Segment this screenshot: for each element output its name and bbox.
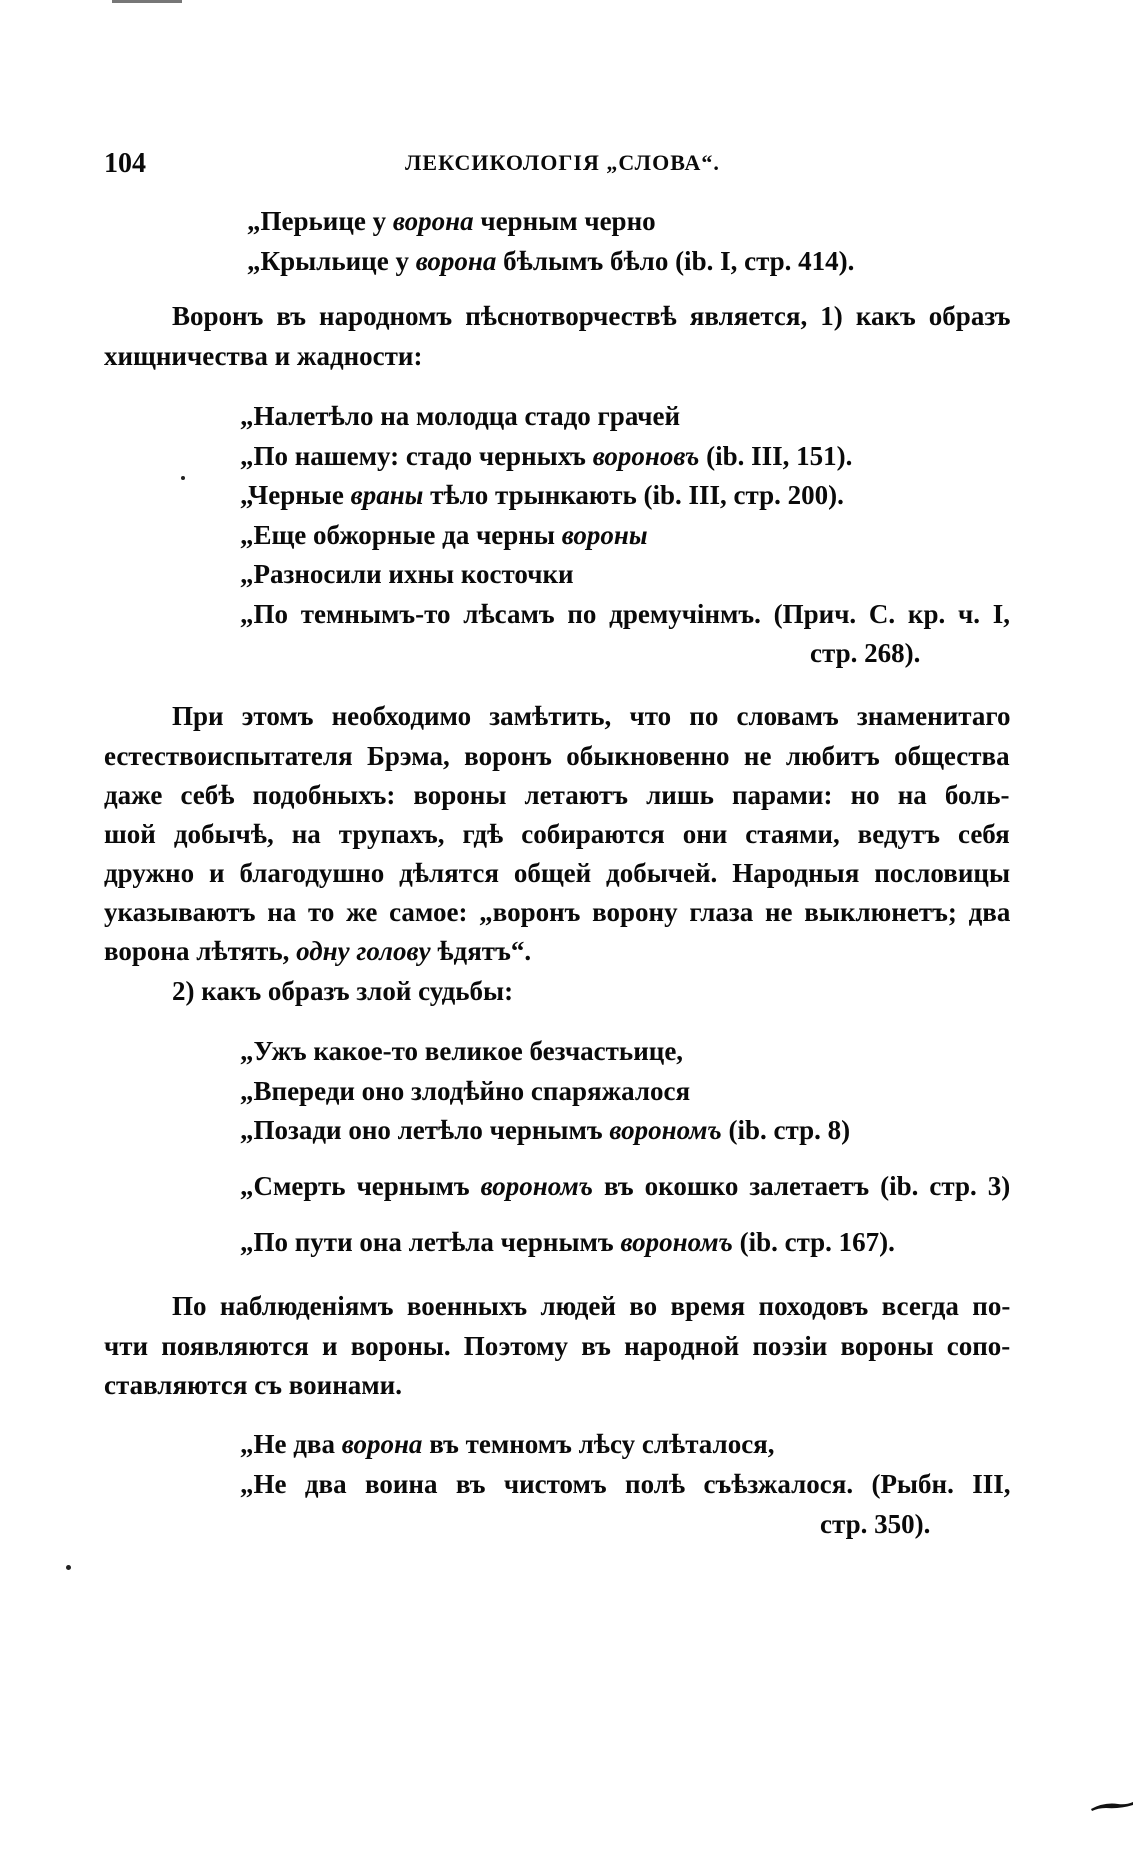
- text-segment: „Налетѣло на молодца стадо грачей: [240, 401, 681, 431]
- text-segment: „Крыльице у: [247, 246, 416, 276]
- text-segment: указываютъ на то же самое: „воронъ ворону глаза не выклюнетъ; два: [104, 897, 1011, 927]
- text-segment: „Ужъ какое-то великое безчастьице,: [240, 1036, 684, 1066]
- text-line: [240, 479, 844, 511]
- text-line: [240, 440, 852, 472]
- text-segment: „Смерть чернымъ: [240, 1171, 481, 1201]
- text-segment: ворона лѣтять,: [104, 936, 297, 966]
- text-line: [172, 975, 513, 1007]
- text-line: [247, 245, 854, 277]
- text-line: [172, 700, 1010, 732]
- italic-word: ворономъ: [620, 1227, 733, 1257]
- text-segment: стр. 350).: [820, 1509, 931, 1539]
- italic-word: ворона: [341, 1429, 423, 1459]
- italic-word: вороны: [561, 520, 648, 550]
- running-head: ЛЕКСИКОЛОГІЯ „СЛОВА“.: [405, 150, 720, 175]
- text-line: [240, 598, 1010, 630]
- text-segment: шой добычѣ, на трупахъ, гдѣ собираются они стаями, ведутъ себя: [104, 819, 1010, 849]
- speck-mark: [66, 1565, 71, 1570]
- text-segment: (ib. стр. 167).: [732, 1227, 895, 1257]
- text-segment: ставляются съ воинами.: [104, 1370, 402, 1400]
- text-segment: въ темномъ лѣсу слѣталося,: [422, 1429, 775, 1459]
- text-line: [810, 637, 920, 669]
- italic-word: одну голову: [296, 936, 431, 966]
- text-segment: „Черные: [240, 480, 351, 510]
- ink-mark: [1090, 1800, 1134, 1812]
- text-segment: „По пути она летѣла чернымъ: [240, 1227, 621, 1257]
- text-line: [104, 340, 422, 372]
- text-line: [172, 1290, 1010, 1322]
- text-segment: „Впереди оно злодѣйно спаряжалося: [240, 1076, 691, 1106]
- text-line: [172, 300, 1010, 332]
- text-line: [240, 1075, 690, 1107]
- text-segment: „Разносили ихны косточки: [240, 559, 574, 589]
- italic-word: ворона: [415, 246, 497, 276]
- text-segment: черным черно: [473, 206, 656, 236]
- text-segment: „По темнымъ-то лѣсамъ по дремучінмъ. (Прич. С. кр. ч. I,: [240, 599, 1010, 629]
- text-segment: чти появляются и вороны. Поэтому въ народной поэзіи вороны сопо-: [104, 1331, 1011, 1361]
- text-line: [104, 1330, 1010, 1362]
- text-segment: „По нашему: стадо черныхъ: [240, 441, 593, 471]
- text-segment: естествоиспытателя Брэма, воронъ обыкновенно не любитъ общества: [104, 741, 1010, 771]
- text-line: [104, 935, 531, 967]
- text-segment: (ib. III, 151).: [699, 441, 853, 471]
- text-segment: Воронъ въ народномъ пѣснотворчествѣ является, 1) какъ образъ: [172, 301, 1011, 331]
- italic-word: ворона: [392, 206, 474, 236]
- text-segment: „Перьице у: [247, 206, 393, 236]
- text-segment: дружно и благодушно дѣлятся общей добычей. Народныя пословицы: [104, 858, 1011, 888]
- text-segment: хищничества и жадности:: [104, 341, 423, 371]
- text-line: [104, 1369, 402, 1401]
- text-line: [240, 400, 680, 432]
- text-line: [240, 1226, 895, 1258]
- text-line: [104, 779, 1010, 811]
- italic-word: ворономъ: [609, 1115, 722, 1145]
- text-segment: „Позади оно летѣло чернымъ: [240, 1115, 610, 1145]
- text-segment: „Не два: [240, 1429, 342, 1459]
- italic-word: вороновъ: [592, 441, 700, 471]
- text-line: [247, 205, 656, 237]
- text-line: [104, 740, 1010, 772]
- text-segment: „Еще обжорные да черны: [240, 520, 562, 550]
- text-line: [240, 1170, 1010, 1202]
- text-line: [240, 1428, 775, 1460]
- text-segment: По наблюденіямъ военныхъ людей во время походовъ всегда по-: [172, 1291, 1011, 1321]
- italic-word: ворономъ: [480, 1171, 593, 1201]
- text-segment: даже себѣ подобныхъ: вороны летаютъ лишь парами: но на боль-: [104, 780, 1010, 810]
- text-segment: тѣло трынкають (ib. III, стр. 200).: [423, 480, 844, 510]
- text-line: [240, 519, 648, 551]
- text-segment: стр. 268).: [810, 638, 921, 668]
- text-segment: въ окошко залетаетъ (ib. стр. 3): [592, 1171, 1011, 1201]
- text-segment: 2) какъ образъ злой судьбы:: [172, 976, 514, 1006]
- text-segment: бѣлымъ бѣло (ib. I, стр. 414).: [496, 246, 855, 276]
- text-segment: ѣдятъ“.: [430, 936, 532, 966]
- italic-word: враны: [350, 480, 424, 510]
- scan-artifact-top: [112, 0, 182, 3]
- text-line: [820, 1508, 930, 1540]
- text-line: [240, 558, 574, 590]
- text-line: [240, 1468, 1010, 1500]
- page-number: 104: [104, 148, 146, 179]
- speck-mark: [181, 476, 185, 480]
- text-segment: При этомъ необходимо замѣтить, что по словамъ знаменитаго: [172, 701, 1011, 731]
- text-line: [104, 896, 1010, 928]
- text-segment: „Не два воина въ чистомъ полѣ съѣзжалося. (Рыбн. III,: [240, 1469, 1011, 1499]
- text-segment: (ib. стр. 8): [721, 1115, 851, 1145]
- text-line: [104, 857, 1010, 889]
- text-line: [240, 1114, 850, 1146]
- text-line: [240, 1035, 683, 1067]
- text-line: [104, 818, 1010, 850]
